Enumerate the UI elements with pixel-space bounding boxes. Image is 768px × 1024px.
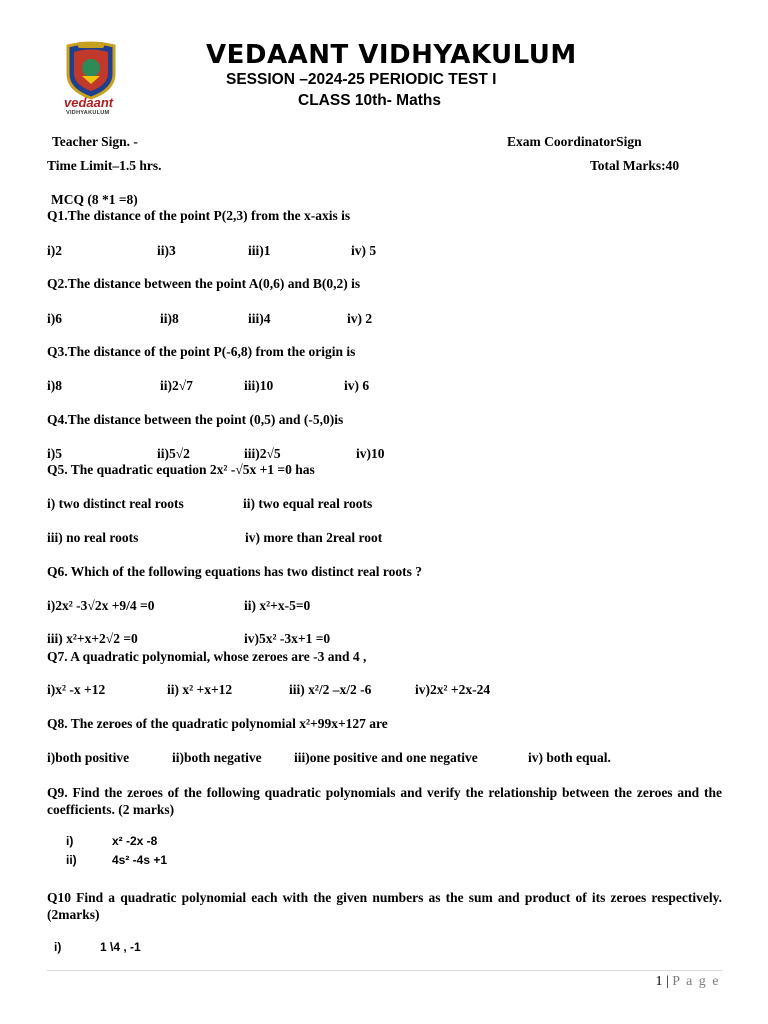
q5-option-2: ii) two equal real roots (243, 496, 373, 511)
q4-option-4: iv)10 (356, 446, 385, 461)
page-number (655, 974, 720, 990)
page-number-value: 1 (655, 974, 663, 989)
question-9: Q9. Find the zeroes of the following quadratic polynomials and verify the relationship between the zeroes and the coefficients. (2 marks) (47, 785, 722, 817)
time-limit: Time Limit–1.5 hrs. (47, 158, 162, 173)
q8-option-3: iii)one positive and one negative (294, 750, 478, 765)
question-4: Q4.The distance between the point (0,5) and (-5,0)is (47, 412, 344, 427)
q4-option-1: i)5 (47, 446, 62, 461)
school-logo (60, 40, 122, 118)
q1-option-4: iv) 5 (351, 243, 377, 258)
q7-option-3: iii) x²/2 –x/2 -6 (289, 682, 372, 697)
q8-option-1: i)both positive (47, 750, 130, 765)
school-name: VEDAANT VIDHYAKULUM (206, 40, 577, 70)
q2-option-1: i)6 (47, 311, 62, 326)
logo-text: vedaant (64, 95, 114, 110)
q6-option-2: ii) x²+x-5=0 (244, 598, 311, 613)
q1-option-3: iii)1 (248, 243, 271, 258)
q10-item-1-number: i) (54, 940, 62, 954)
q3-option-3: iii)10 (244, 378, 274, 393)
q7-option-2: ii) x² +x+12 (167, 682, 233, 697)
session-title: SESSION –2024-25 PERIODIC TEST I (226, 71, 497, 88)
question-1: Q1.The distance of the point P(2,3) from the x-axis is (47, 208, 351, 223)
q2-option-2: ii)8 (160, 311, 179, 326)
q2-option-3: iii)4 (248, 311, 271, 326)
total-marks: Total Marks:40 (590, 158, 680, 173)
teacher-sign: Teacher Sign. - (52, 134, 138, 149)
page-label: P a g e (672, 974, 720, 989)
logo-subtext: VIDHYAKULUM (66, 110, 110, 116)
q1-option-2: ii)3 (157, 243, 176, 258)
q6-option-4: iv)5x² -3x+1 =0 (244, 631, 331, 646)
q4-option-3: iii)2√5 (244, 446, 281, 461)
footer-divider (47, 970, 722, 971)
q3-option-1: i)8 (47, 378, 62, 393)
q5-option-4: iv) more than 2real root (245, 530, 383, 545)
class-title: CLASS 10th- Maths (298, 92, 441, 109)
question-10: Q10 Find a quadratic polynomial each with the given numbers as the sum and product of its zeroes respectively. (2marks) (47, 890, 722, 922)
q3-option-4: iv) 6 (344, 378, 370, 393)
q6-option-3: iii) x²+x+2√2 =0 (47, 631, 138, 646)
question-8: Q8. The zeroes of the quadratic polynomial x²+99x+127 are (47, 716, 388, 731)
q1-option-1: i)2 (47, 243, 62, 258)
q7-option-1: i)x² -x +12 (47, 682, 106, 697)
q9-item-1: x² -2x -8 (112, 834, 158, 848)
q5-option-1: i) two distinct real roots (47, 496, 184, 511)
q8-option-4: iv) both equal. (528, 750, 611, 765)
q4-option-2: ii)5√2 (157, 446, 190, 461)
question-5: Q5. The quadratic equation 2x² -√5x +1 =0 has (47, 462, 315, 477)
q9-item-2-number: ii) (66, 853, 77, 867)
page-number-separator: | (665, 974, 669, 989)
q10-item-1: 1 \4 , -1 (100, 940, 141, 954)
q6-option-1: i)2x² -3√2x +9/4 =0 (47, 598, 155, 613)
question-3: Q3.The distance of the point P(-6,8) from the origin is (47, 344, 356, 359)
q7-option-4: iv)2x² +2x-24 (415, 682, 491, 697)
question-7: Q7. A quadratic polynomial, whose zeroes are -3 and 4 , (47, 649, 367, 664)
question-6: Q6. Which of the following equations has two distinct real roots ? (47, 564, 423, 579)
q8-option-2: ii)both negative (172, 750, 262, 765)
q2-option-4: iv) 2 (347, 311, 373, 326)
q5-option-3: iii) no real roots (47, 530, 139, 545)
q9-item-1-number: i) (66, 834, 74, 848)
q9-item-2: 4s² -4s +1 (112, 853, 168, 867)
coordinator-sign: Exam CoordinatorSign (507, 134, 642, 149)
q3-option-2: ii)2√7 (160, 378, 193, 393)
section-heading: MCQ (8 *1 =8) (51, 192, 138, 207)
question-2: Q2.The distance between the point A(0,6) and B(0,2) is (47, 276, 361, 291)
